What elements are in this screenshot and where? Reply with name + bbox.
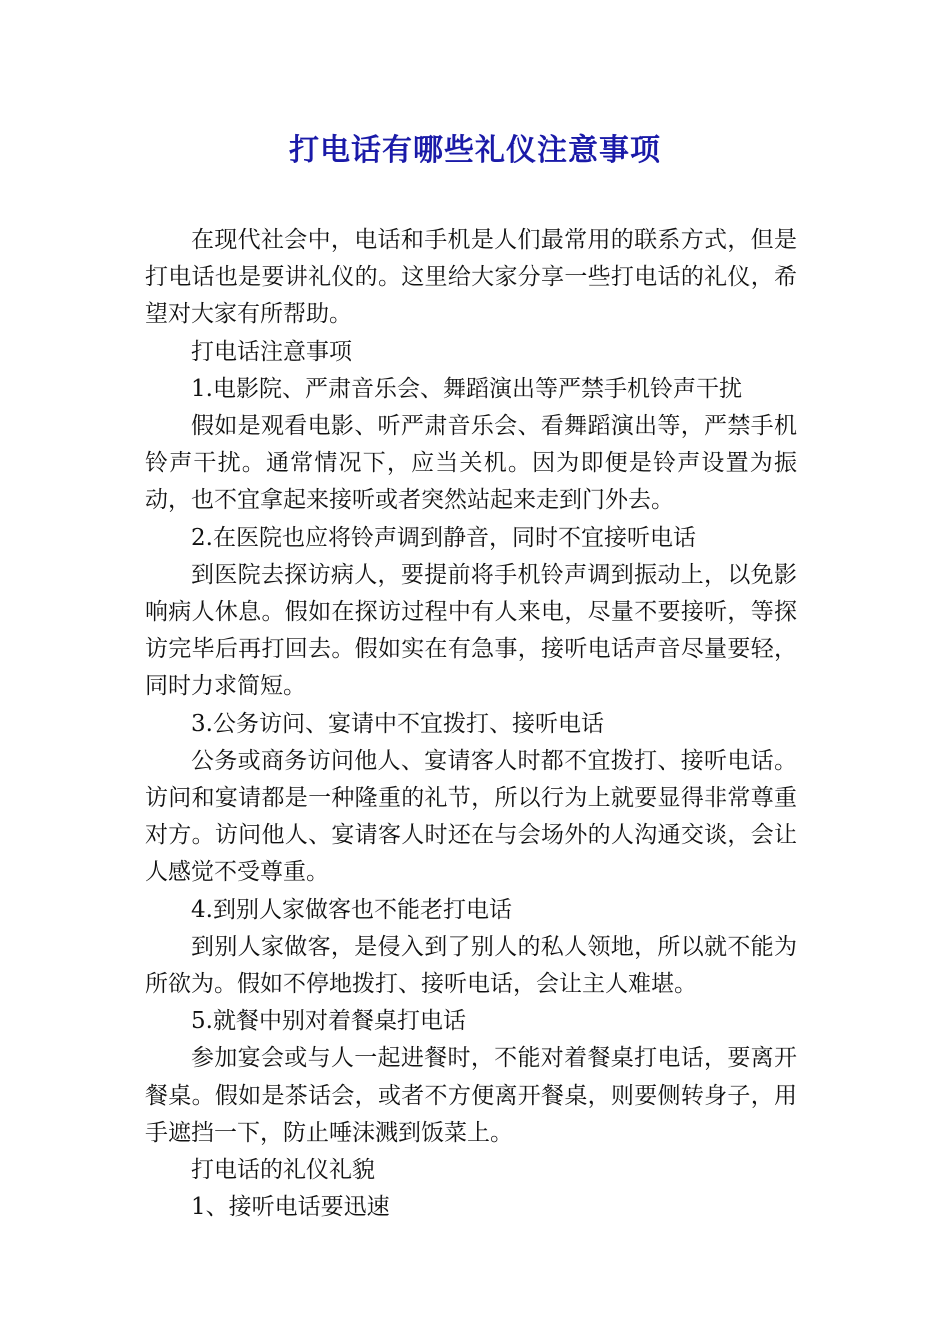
item-heading-5: 5.就餐中别对着餐桌打电话 bbox=[191, 1008, 466, 1035]
item-text-4: 到别人家做客，是侵入到了别人的私人领地，所以就不能为所欲为。假如不停地拨打、接听电话，会让主人难堪。 bbox=[145, 933, 797, 998]
item-heading-4: 4.到别人家做客也不能老打电话 bbox=[191, 896, 512, 923]
item-text-1: 假如是观看电影、听严肃音乐会、看舞蹈演出等，严禁手机铃声干扰。通常情况下，应当关机。因为即便是铃声设置为振动，也不宜拿起来接听或者突然站起来走到门外去。 bbox=[145, 413, 797, 514]
paragraph-intro: 在现代社会中，电话和手机是人们最常用的联系方式，但是打电话也是要讲礼仪的。这里给大家分享一些打电话的礼仪，希望对大家有所帮助。 bbox=[145, 227, 797, 328]
section-heading-notes: 打电话注意事项 bbox=[191, 338, 352, 365]
etiquette-item-1: 1、接听电话要迅速 bbox=[191, 1194, 390, 1221]
item-heading-1: 1.电影院、严肃音乐会、舞蹈演出等严禁手机铃声干扰 bbox=[191, 375, 742, 402]
item-heading-2: 2.在医院也应将铃声调到静音，同时不宜接听电话 bbox=[191, 524, 696, 551]
document-body bbox=[145, 222, 797, 1226]
item-heading-3: 3.公务访问、宴请中不宜拨打、接听电话 bbox=[191, 710, 604, 737]
item-text-3: 公务或商务访问他人、宴请客人时都不宜拨打、接听电话。访问和宴请都是一种隆重的礼节，所以行为上就要显得非常尊重对方。访问他人、宴请客人时还在与会场外的人沟通交谈，会让人感觉不受尊重。 bbox=[145, 747, 797, 886]
item-text-5: 参加宴会或与人一起进餐时，不能对着餐桌打电话，要离开餐桌。假如是茶话会，或者不方便离开餐桌，则要侧转身子，用手遮挡一下，防止唾沫溅到饭菜上。 bbox=[145, 1045, 797, 1146]
item-text-2: 到医院去探访病人，要提前将手机铃声调到振动上，以免影响病人休息。假如在探访过程中有人来电，尽量不要接听，等探访完毕后再打回去。假如实在有急事，接听电话声音尽量要轻，同时力求简短。 bbox=[145, 561, 797, 700]
document-title: 打电话有哪些礼仪注意事项 bbox=[289, 133, 661, 168]
section-heading-etiquette: 打电话的礼仪礼貌 bbox=[191, 1157, 375, 1184]
